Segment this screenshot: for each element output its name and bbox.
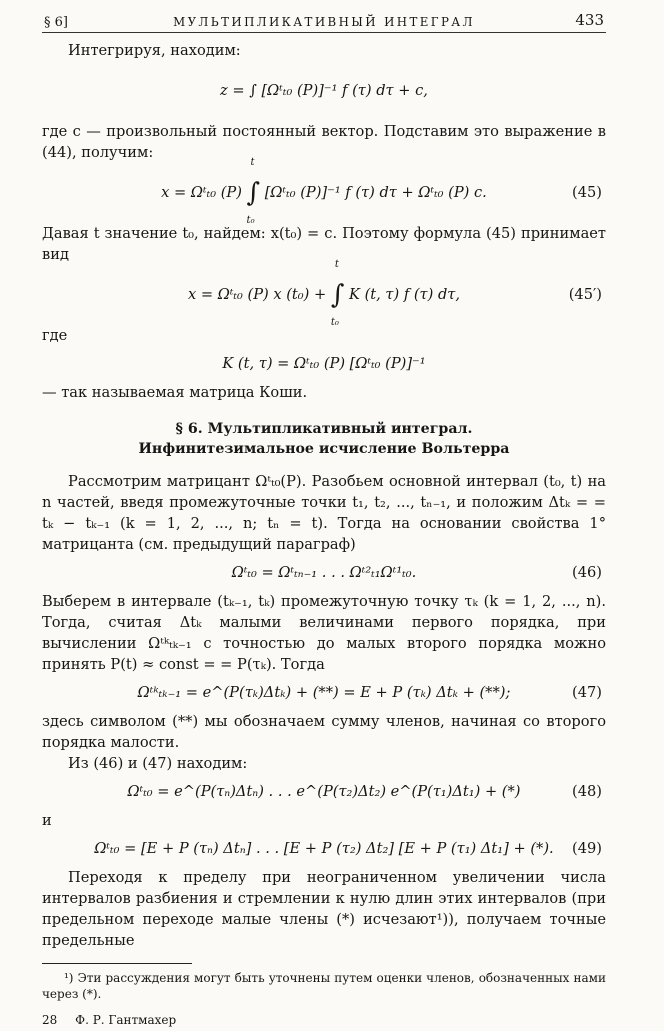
author-name: Ф. Р. Гантмахер [75, 1013, 177, 1027]
footnote: ¹) Эти рассуждения могут быть уточнены путем оценки членов, обозначенных нами через (*). [42, 971, 606, 1001]
running-head [42, 10, 606, 33]
paragraph: Давая t значение t₀, найдем: x(t₀) = c. Поэтому формула (45) принимает вид [42, 225, 606, 263]
heading-line: § 6. Мультипликативный интеграл. [175, 421, 473, 437]
equation-45 [42, 157, 606, 226]
integral-lower-limit: t₀ [330, 317, 339, 328]
integral-upper-limit: t [334, 259, 339, 270]
equation-left: x = Ωᵗₜ₀ (P) x (t₀) + [187, 286, 327, 303]
equation-number: (46) [572, 564, 602, 581]
section-heading [42, 419, 606, 459]
equation-48 [42, 774, 606, 810]
equation-46 [42, 555, 606, 591]
paragraph: где [42, 327, 68, 344]
running-title: МУЛЬТИПЛИКАТИВНЫЙ ИНТЕГРАЛ [173, 15, 475, 29]
paragraph: Выберем в интервале (tₖ₋₁, tₖ) промежуточную точку τₖ (k = 1, 2, ..., n). Тогда, считая Δtₖ малыми величинами первого порядка, при вычислении Ωᵗᵏₜₖ₋₁ с точностью до малых второго порядка можно принять P(t) ≈ const = = P(τₖ). Тогда [42, 593, 606, 673]
equation-number: (47) [572, 684, 602, 701]
equation-text: z = ∫ [Ωᵗₜ₀ (P)]⁻¹ f (τ) dτ + c, [220, 82, 428, 99]
heading-line: Инфинитезимальное исчисление Вольтерра [138, 441, 510, 457]
section-ref: § 6] [44, 15, 68, 30]
equation-45-prime [42, 259, 606, 328]
equation-cauchy-matrix [42, 346, 606, 382]
paragraph: Рассмотрим матрицант Ωᵗₜ₀(P). Разобьем основной интервал (t₀, t) на n частей, введя промежуточные точки t₁, t₂, ..., tₙ₋₁, и положим Δtₖ = = tₖ − tₖ₋₁ (k = 1, 2, ..., n; tₙ = t). Тогда на основании свойства 1° матрицанта (см. предыдущий параграф) [42, 473, 606, 553]
integral-sign: ∫ t t₀ [330, 259, 345, 328]
paragraph: Переходя к пределу при неограниченном увеличении числа интервалов разбиения и стремлении к нулю длин этих интервалов (при предельном переходе малые члены (*) исчезают¹)), получаем точные предельные [42, 869, 606, 949]
equation-49 [42, 831, 606, 867]
equation-text: Ωᵗₜ₀ = e^(P(τₙ)Δtₙ) . . . e^(P(τ₂)Δt₂) e^(P(τ₁)Δt₁) + (*) [127, 783, 521, 800]
paragraph: — так называемая матрица Коши. [42, 384, 308, 401]
integral-upper-limit: t [250, 157, 255, 168]
equation-47 [42, 675, 606, 711]
paragraph: где c — произвольный постоянный вектор. Подставим это выражение в (44), получим: [42, 123, 606, 161]
page-number: 433 [575, 11, 604, 29]
equation-text: Ωᵗₜ₀ = Ωᵗₜₙ₋₁ . . . Ωᵗ²ₜ₁Ωᵗ¹ₜ₀. [231, 564, 417, 581]
equation-text: Ωᵗₜ₀ = [E + P (τₙ) Δtₙ] . . . [E + P (τ₂) Δt₂] [E + P (τ₁) Δt₁] + (*). [94, 840, 554, 857]
equation-right: [Ωᵗₜ₀ (P)]⁻¹ f (τ) dτ + Ωᵗₜ₀ (P) c. [264, 184, 487, 201]
equation-text: K (t, τ) = Ωᵗₜ₀ (P) [Ωᵗₜ₀ (P)]⁻¹ [222, 355, 426, 372]
equation-left: x = Ωᵗₜ₀ (P) [161, 184, 242, 201]
page-body [42, 40, 606, 1031]
paragraph: и [42, 812, 52, 829]
equation-z [42, 61, 606, 121]
paragraph: Интегрируя, находим: [68, 42, 241, 59]
equation-number: (45) [572, 184, 602, 201]
paragraph: Из (46) и (47) находим: [68, 755, 248, 772]
sheet-number: 28 [42, 1013, 58, 1027]
paragraph: здесь символом (**) мы обозначаем сумму членов, начиная со второго порядка малости. [42, 713, 606, 751]
equation-text: Ωᵗᵏₜₖ₋₁ = e^(P(τₖ)Δtₖ) + (**) = E + P (τₖ) Δtₖ + (**); [137, 684, 511, 701]
equation-right: K (t, τ) f (τ) dτ, [349, 286, 461, 303]
footnote-rule [42, 963, 192, 964]
integral-lower-limit: t₀ [246, 215, 255, 226]
printer-signature [42, 1010, 606, 1031]
equation-number: (45′) [568, 286, 602, 303]
equation-number: (48) [572, 783, 602, 800]
equation-number: (49) [572, 840, 602, 857]
integral-sign: ∫ t t₀ [246, 157, 261, 226]
